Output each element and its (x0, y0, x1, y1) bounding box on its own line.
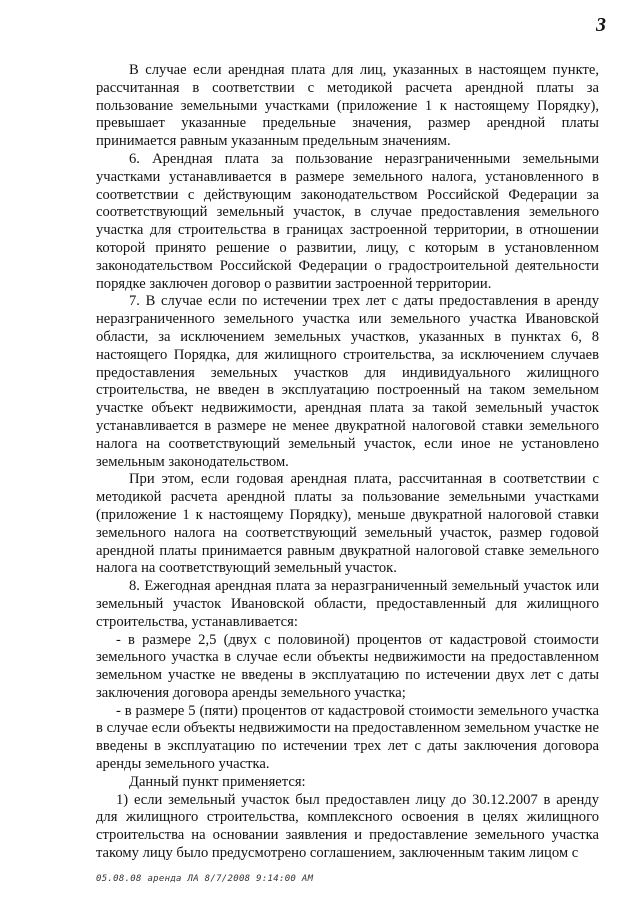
paragraph-8-item-2: - в размере 5 (пяти) процентов от кадастровой стоимости земельного участка в случае если объекты недвижимости на предоставленном земельном участке не введены в эксплуатацию по истечении трех лет с даты заключения договора аренды земельного участка. (96, 702, 599, 773)
paragraph-8-item-1: - в размере 2,5 (двух с половиной) процентов от кадастровой стоимости земельного участка в случае если объекты недвижимости на предоставленном земельном участке не введены в эксплуатацию по истечении двух лет с даты заключения договора аренды земельного участка; (96, 631, 599, 701)
paragraph-6: 6. Арендная плата за пользование неразграниченными земельными участками устанавливается в размере земельного налога, установленного в соответствии с действующим законодательством Российской Федерации за соответствующий земельный участок, в случае предоставления земельного участка для строительства в границах застроенной территории, в отношении которой принято решение о развитии, лицу, с которым в установленном законодательством Российской Федерации о градостроительной деятельности порядке заключен договор о развитии застроенной территории. (96, 150, 599, 292)
paragraph-8-case-1: 1) если земельный участок был предоставлен лицу до 30.12.2007 в аренду для жилищного строительства, комплексного освоения в целях жилищного строительства на основании заявления и предоставление земельного участка такому лицу было предусмотрено соглашением, заключенным таким лицом с (96, 791, 599, 862)
document-body (96, 62, 599, 863)
paragraph-7: 7. В случае если по истечении трех лет с даты предоставления в аренду неразграниченного земельного участка или земельного участка Ивановской области, за исключением земельных участков, указанных в пунктах 6, 8 настоящего Порядка, для жилищного строительства, за исключением случаев предоставления земельных участков для индивидуального жилищного строительства, не введен в эксплуатацию построенный на таком земельном участке объект недвижимости, арендная плата за такой земельный участок устанавливается в размере не менее двукратной налоговой ставки земельного налога на соответствующий земельный участок, если иное не установлено земельным законодательством. (96, 293, 599, 470)
paragraph-5-continuation: В случае если арендная плата для лиц, указанных в настоящем пункте, рассчитанная в соответствии с методикой расчета арендной платы за пользование земельными участками (приложение 1 к настоящему Порядку), превышает указанные предельные значения, размер арендной платы принимается равным указанным предельным значениям. (96, 62, 599, 150)
paragraph-7-note: При этом, если годовая арендная плата, рассчитанная в соответствии с методикой расчета арендной платы за пользование земельными участками (приложение 1 к настоящему Порядку), меньше двукратной налоговой ставки земельного налога на соответствующий земельный участок, размер годовой арендной платы принимается равным двукратной налоговой ставке земельного налога на соответствующий земельный участок. (96, 471, 599, 577)
page-number: 3 (596, 14, 606, 36)
document-footer: 05.08.08 аренда ЛА 8/7/2008 9:14:00 AM (96, 874, 314, 884)
paragraph-8: 8. Ежегодная арендная плата за неразграниченный земельный участок или земельный участок Ивановской области, предоставленный для жилищного строительства, устанавливается: (96, 578, 599, 630)
paragraph-8-applies: Данный пункт применяется: (129, 773, 306, 790)
